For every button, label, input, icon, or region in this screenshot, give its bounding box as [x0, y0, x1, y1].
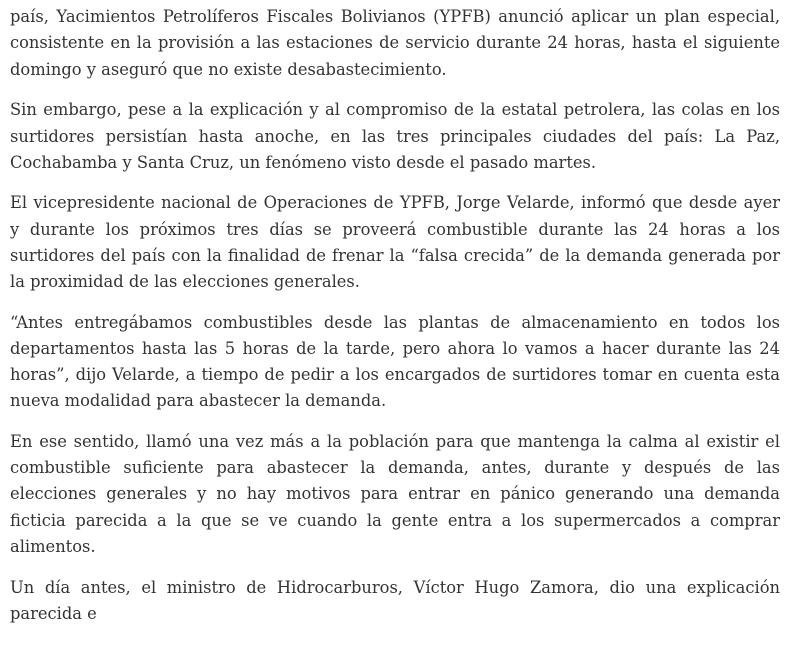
- article-paragraph-4: “Antes entregábamos combustibles desde las plantas de almacenamiento en todos los departamentos hasta las 5 horas de la tarde, pero ahora lo vamos a hacer durante las 24 horas”, dijo Velarde, a tiempo de pedir a los encargados de surtidores tomar en cuenta esta nueva modalidad para abastecer la demanda.: [10, 312, 780, 411]
- article-paragraph-1: país, Yacimientos Petrolíferos Fiscales Bolivianos (YPFB) anunció aplicar un plan especial, consistente en la provisión a las estaciones de servicio durante 24 horas, hasta el siguiente domingo y aseguró que no existe desabastecimiento.: [10, 7, 780, 79]
- article-paragraph-2: Sin embargo, pese a la explicación y al compromiso de la estatal petrolera, las colas en los surtidores persistían hasta anoche, en las tres principales ciudades del país: La Paz, Cochabamba y Santa Cruz, un fenómeno visto desde el pasado martes.: [10, 100, 780, 172]
- article-paragraph-5: En ese sentido, llamó una vez más a la población para que mantenga la calma al existir el combustible suficiente para abastecer la demanda, antes, durante y después de las elecciones generales y no hay motivos para entrar en pánico generando una demanda ficticia parecida a la que se ve cuando la gente entra a los supermercados a comprar alimentos.: [10, 432, 780, 556]
- article-paragraph-3: El vicepresidente nacional de Operaciones de YPFB, Jorge Velarde, informó que desde ayer y durante los próximos tres días se proveerá combustible durante las 24 horas a los surtidores del país con la finalidad de frenar la “falsa crecida” de la demanda generada por la proximidad de las elecciones generales.: [10, 193, 780, 292]
- article-paragraph-6: Un día antes, el ministro de Hidrocarburos, Víctor Hugo Zamora, dio una explicación parecida e: [10, 577, 780, 623]
